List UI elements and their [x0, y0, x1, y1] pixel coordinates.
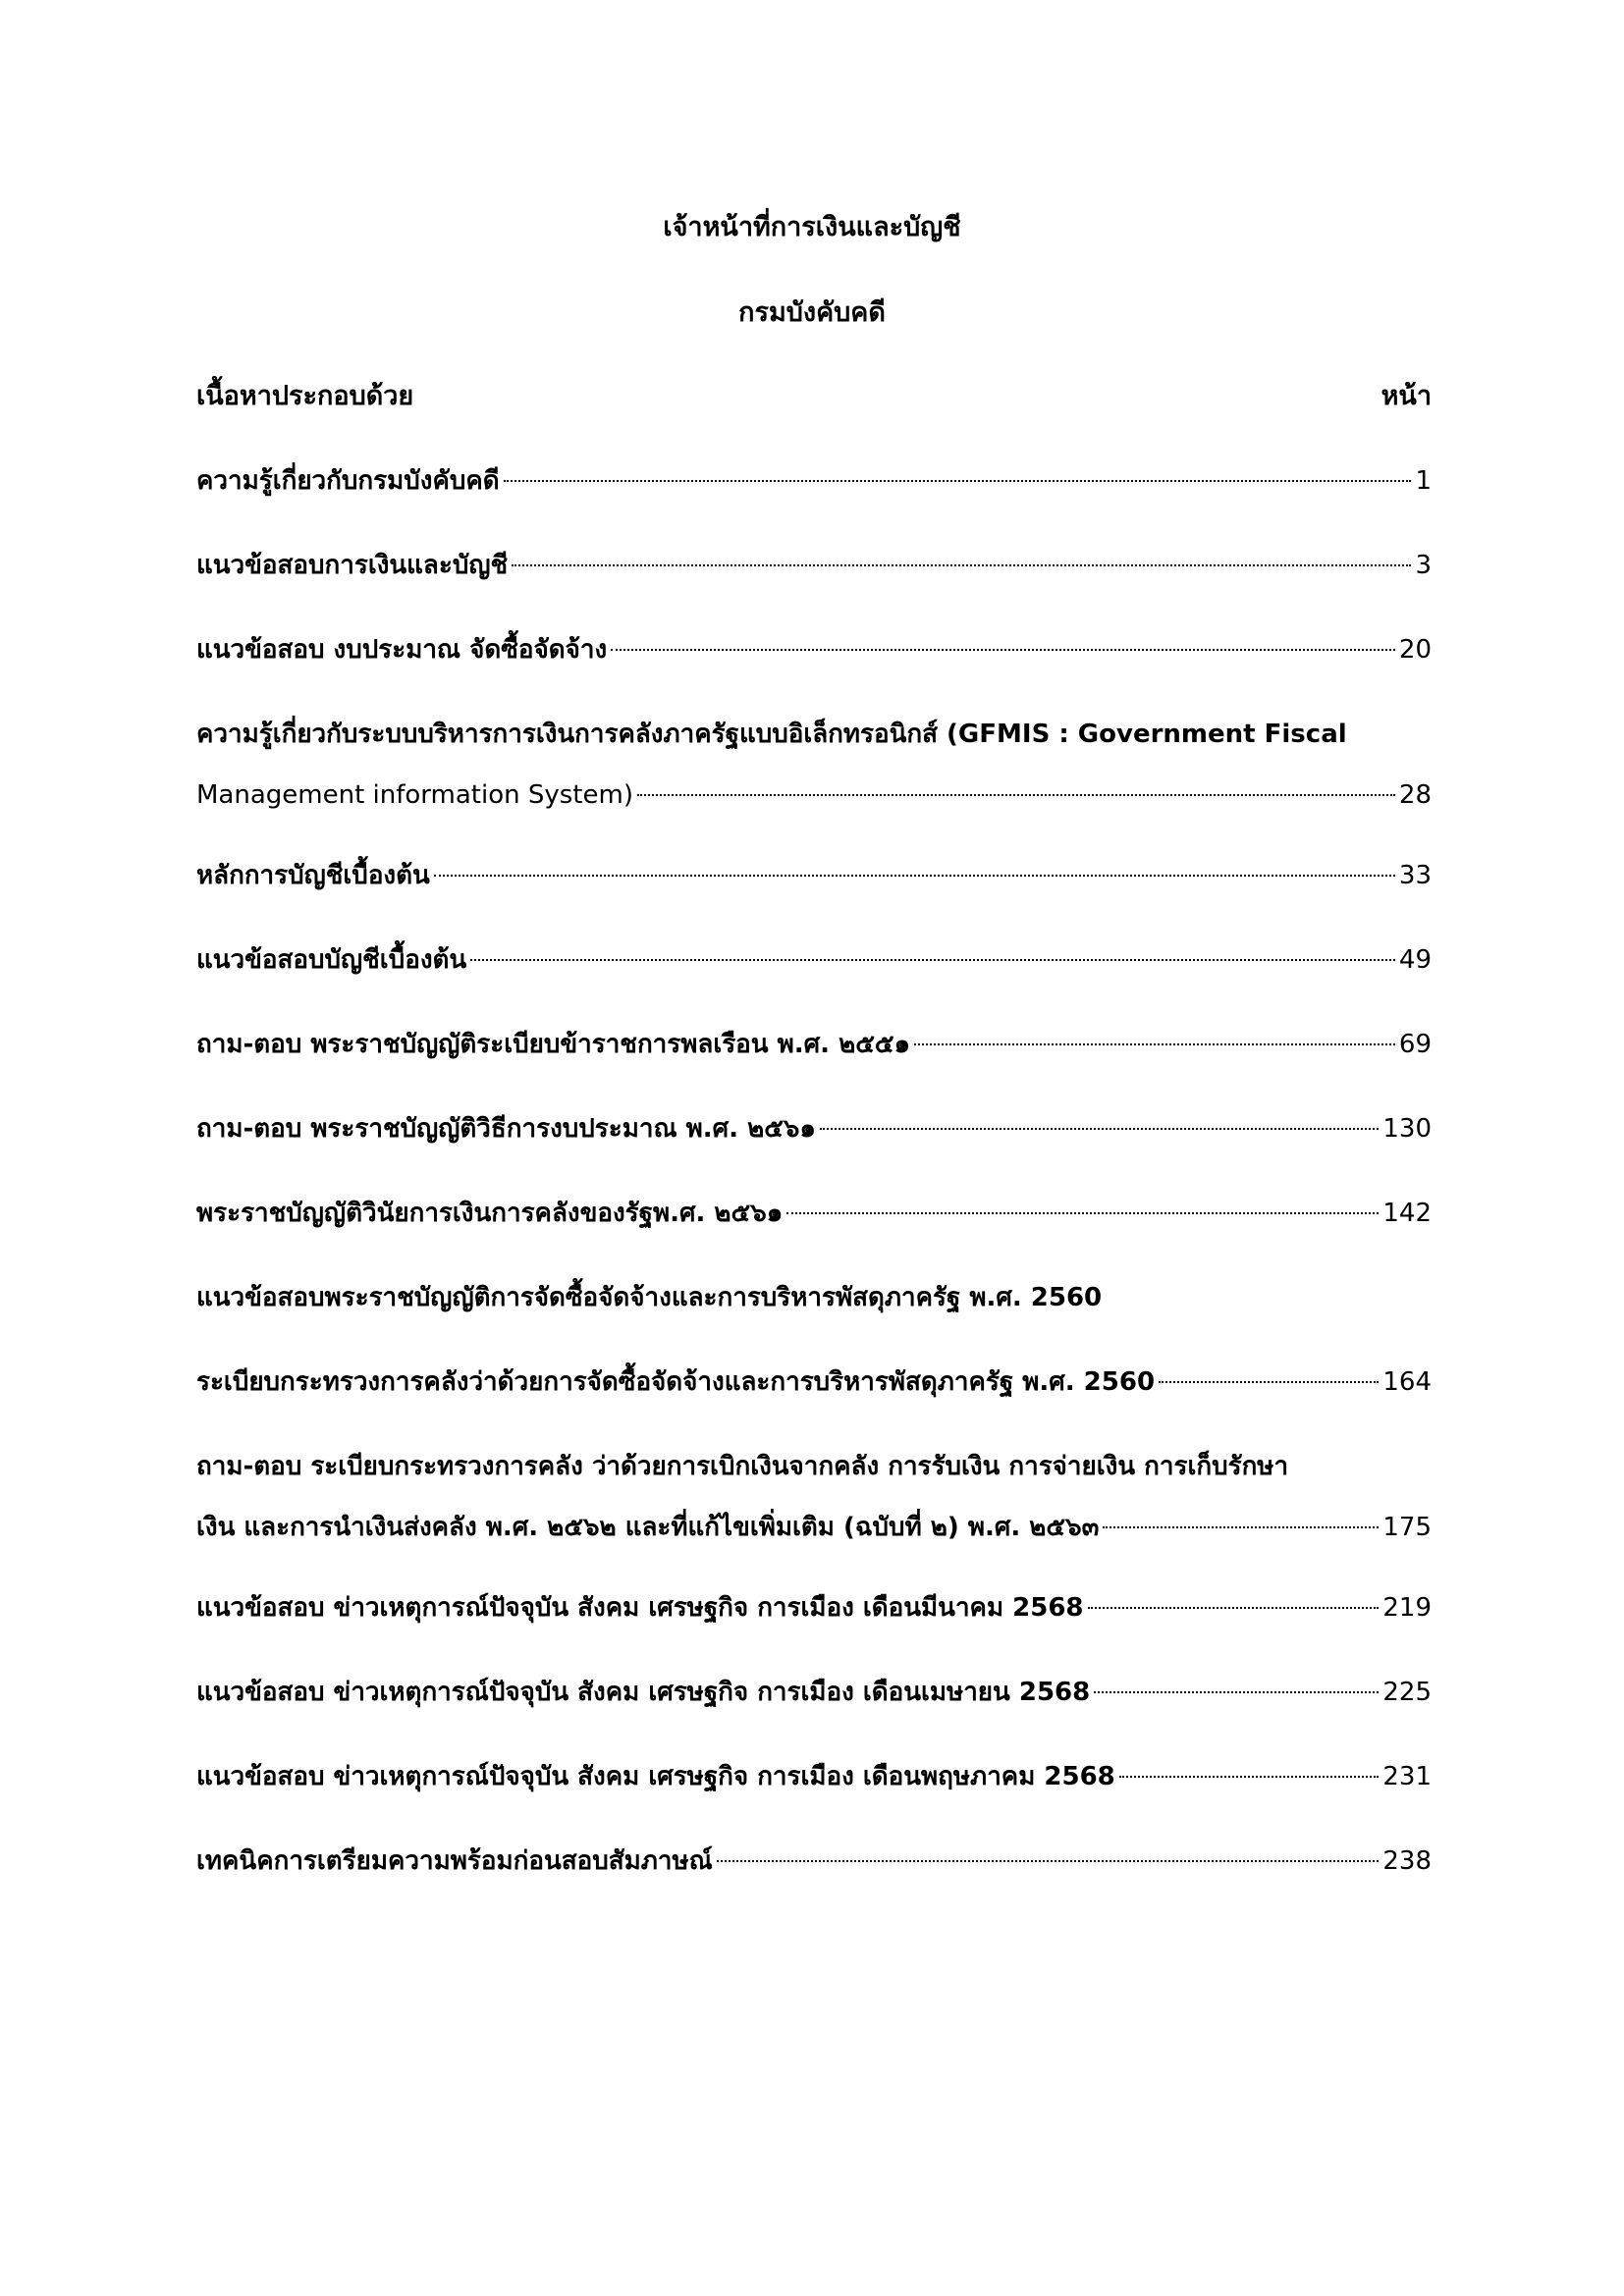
- toc-page-number: 219: [1382, 1593, 1432, 1623]
- toc-entry-title: หลักการบัญชีเบื้องต้น: [196, 861, 430, 890]
- toc-entry-line: [196, 1362, 1432, 1402]
- toc-entry-line: [196, 1508, 1432, 1547]
- dot-leader: [1103, 1526, 1379, 1528]
- dot-leader: [914, 1043, 1395, 1045]
- toc-entry[interactable]: [196, 630, 1432, 669]
- toc-page-number: 231: [1382, 1762, 1432, 1791]
- toc-entry-line: [196, 1194, 1432, 1233]
- toc-entry-line: [196, 856, 1432, 895]
- dot-leader: [470, 959, 1395, 961]
- toc-entry-title: แนวข้อสอบพระราชบัญญัติการจัดซื้อจัดจ้างและการบริหารพัสดุภาครัฐ พ.ศ. 2560: [196, 1283, 1103, 1312]
- toc-entry-title: Management information System): [196, 780, 633, 810]
- toc-entry-line: [196, 1278, 1432, 1317]
- toc-page-number: 49: [1398, 945, 1432, 975]
- toc-entry-line: [196, 1757, 1432, 1796]
- toc-entry-title: ความรู้เกี่ยวกับระบบบริหารการเงินการคลังภาครัฐแบบอิเล็กทรอนิกส์ (GFMIS : Government Fiscal: [196, 720, 1347, 749]
- toc-entry-line: [196, 775, 1432, 815]
- toc-entry-line: [196, 940, 1432, 980]
- toc-entry[interactable]: [196, 1673, 1432, 1712]
- dot-leader: [611, 649, 1395, 651]
- toc-page-number: 28: [1398, 780, 1432, 810]
- toc-entry[interactable]: [196, 1447, 1432, 1542]
- toc-entry[interactable]: [196, 856, 1432, 895]
- toc-entry-title: เทคนิคการเตรียมความพร้อมก่อนสอบสัมภาษณ์: [196, 1846, 713, 1876]
- toc-page-number: 142: [1382, 1199, 1432, 1228]
- toc-entry[interactable]: [196, 1194, 1432, 1233]
- toc-entry[interactable]: [196, 1588, 1432, 1628]
- toc-entry-title: ความรู้เกี่ยวกับกรมบังคับคดี: [196, 466, 500, 496]
- toc-entry-title: แนวข้อสอบการเงินและบัญชี: [196, 551, 509, 580]
- dot-leader: [434, 875, 1395, 877]
- dot-leader: [786, 1212, 1379, 1214]
- toc-page-number: 238: [1382, 1846, 1432, 1876]
- toc-entry[interactable]: [196, 1278, 1432, 1317]
- toc-entry[interactable]: [196, 1757, 1432, 1796]
- toc-entry-title: แนวข้อสอบบัญชีเบื้องต้น: [196, 945, 467, 975]
- toc-entry[interactable]: [196, 546, 1432, 585]
- toc-page-number: 20: [1398, 635, 1432, 665]
- toc-header: [196, 377, 1432, 416]
- toc-entry-title: แนวข้อสอบ ข่าวเหตุการณ์ปัจจุบัน สังคม เศรษฐกิจ การเมือง เดือนเมษายน 2568: [196, 1678, 1091, 1707]
- toc-entry[interactable]: [196, 715, 1432, 810]
- toc-entry[interactable]: [196, 1109, 1432, 1148]
- toc-entry-line: [196, 1842, 1432, 1881]
- toc-entry[interactable]: [196, 1025, 1432, 1064]
- toc-entry-title: ระเบียบกระทรวงการคลังว่าด้วยการจัดซื้อจัดจ้างและการบริหารพัสดุภาครัฐ พ.ศ. 2560: [196, 1367, 1156, 1397]
- toc-entry-line: [196, 546, 1432, 585]
- document-subtitle: กรมบังคับคดี: [738, 297, 886, 328]
- dot-leader: [1088, 1607, 1380, 1609]
- toc-page-number: 69: [1398, 1030, 1432, 1059]
- toc-page-number: 1: [1415, 466, 1432, 496]
- toc-entry-line: [196, 1588, 1432, 1628]
- dot-leader: [820, 1128, 1379, 1130]
- toc-entry-title: แนวข้อสอบ ข่าวเหตุการณ์ปัจจุบัน สังคม เศรษฐกิจ การเมือง เดือนมีนาคม 2568: [196, 1593, 1084, 1623]
- toc-entry-title: ถาม-ตอบ ระเบียบกระทรวงการคลัง ว่าด้วยการเบิกเงินจากคลัง การรับเงิน การจ่ายเงิน การเก็บรักษา: [196, 1452, 1289, 1481]
- toc-entry[interactable]: [196, 940, 1432, 980]
- toc-page-number: 130: [1382, 1114, 1432, 1144]
- toc-entry-line: [196, 630, 1432, 669]
- page-column-heading: หน้า: [1380, 381, 1432, 411]
- dot-leader: [1094, 1691, 1379, 1693]
- toc-entry-title: ถาม-ตอบ พระราชบัญญัติระเบียบข้าราชการพลเรือน พ.ศ. ๒๕๕๑: [196, 1030, 911, 1059]
- toc-entry-title: เงิน และการนำเงินส่งคลัง พ.ศ. ๒๕๖๒ และที่แก้ไขเพิ่มเติม (ฉบับที่ ๒) พ.ศ. ๒๕๖๓: [196, 1513, 1100, 1542]
- toc-entry-line: [196, 1673, 1432, 1712]
- document-title: เจ้าหน้าที่การเงินและบัญชี: [663, 212, 961, 242]
- toc-entry-title: แนวข้อสอบ ข่าวเหตุการณ์ปัจจุบัน สังคม เศรษฐกิจ การเมือง เดือนพฤษภาคม 2568: [196, 1762, 1115, 1791]
- toc-entry-line: [196, 1025, 1432, 1064]
- toc-entry-line: [196, 1109, 1432, 1148]
- toc-page-number: 175: [1382, 1513, 1432, 1542]
- toc-entry-title: พระราชบัญญัติวินัยการเงินการคลังของรัฐพ.ศ. ๒๕๖๑: [196, 1199, 784, 1228]
- toc-page-number: 164: [1382, 1367, 1432, 1397]
- toc-page-number: 225: [1382, 1678, 1432, 1707]
- dot-leader: [637, 794, 1395, 796]
- dot-leader: [512, 564, 1411, 566]
- dot-leader: [1159, 1381, 1379, 1383]
- toc-page-number: 3: [1415, 551, 1432, 580]
- dot-leader: [504, 480, 1412, 482]
- toc-entry-line: [196, 715, 1432, 754]
- toc-entry-line: [196, 461, 1432, 501]
- toc-entry-title: ถาม-ตอบ พระราชบัญญัติวิธีการงบประมาณ พ.ศ. ๒๕๖๑: [196, 1114, 816, 1144]
- toc-entry[interactable]: [196, 1362, 1432, 1402]
- toc-entry[interactable]: [196, 461, 1432, 501]
- toc-heading: เนื้อหาประกอบด้วย: [196, 381, 414, 411]
- dot-leader: [1119, 1776, 1380, 1778]
- dot-leader: [717, 1860, 1380, 1862]
- toc-page-number: 33: [1398, 861, 1432, 890]
- toc-entry-title: แนวข้อสอบ งบประมาณ จัดซื้อจัดจ้าง: [196, 635, 608, 665]
- toc-entry[interactable]: [196, 1842, 1432, 1881]
- toc-entry-line: [196, 1447, 1432, 1486]
